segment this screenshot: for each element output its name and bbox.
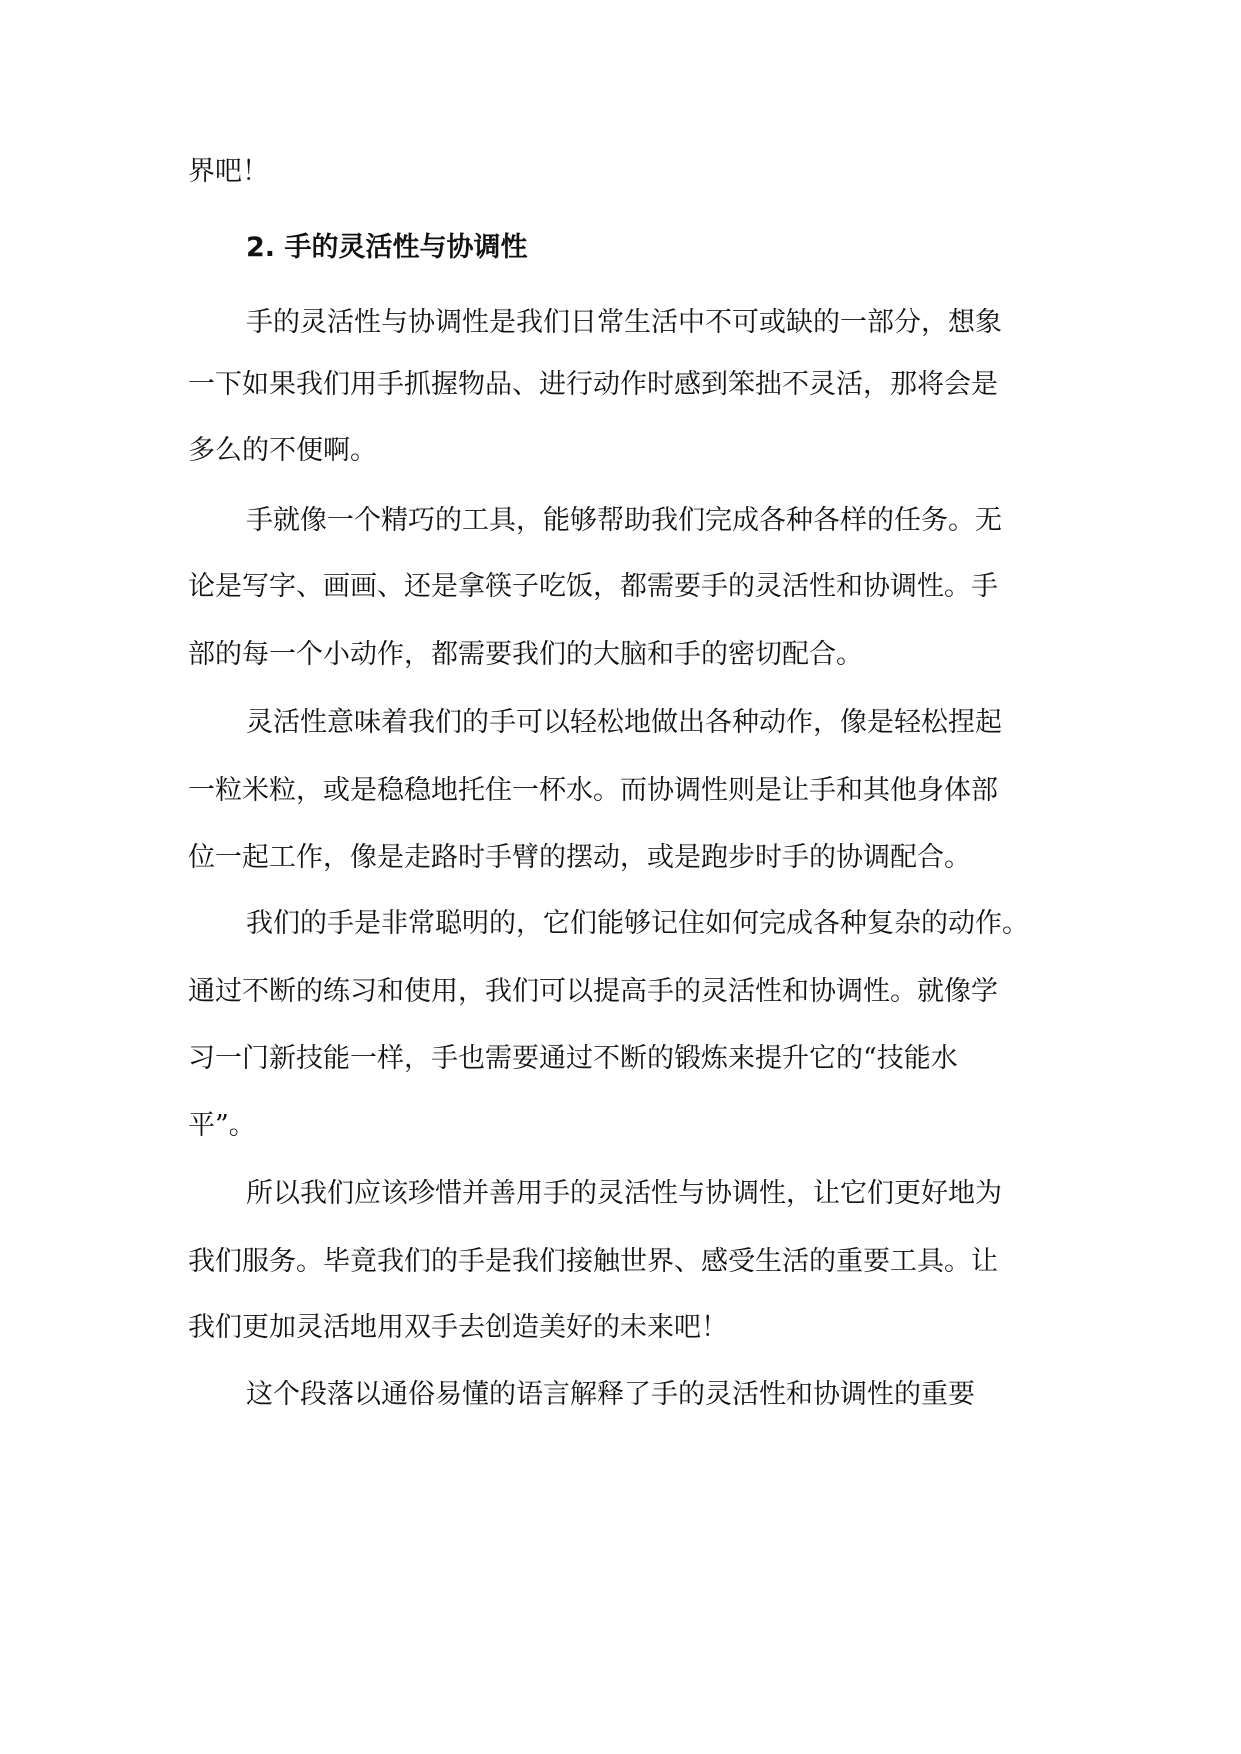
paragraph-line: 手就像一个精巧的工具，能够帮助我们完成各种各样的任务。无 [246, 505, 1002, 536]
paragraph-line: 通过不断的练习和使用，我们可以提高手的灵活性和协调性。就像学 [188, 976, 998, 1007]
paragraph-line: 我们的手是非常聪明的，它们能够记住如何完成各种复杂的动作。 [246, 908, 1029, 939]
section-heading: 2. 手的灵活性与协调性 [246, 232, 528, 263]
paragraph-line: 所以我们应该珍惜并善用手的灵活性与协调性，让它们更好地为 [246, 1178, 1002, 1209]
paragraph-line: 这个段落以通俗易懂的语言解释了手的灵活性和协调性的重要 [246, 1379, 975, 1410]
paragraph-line: 论是写字、画画、还是拿筷子吃饭，都需要手的灵活性和协调性。手 [188, 571, 998, 602]
paragraph-line: 一下如果我们用手抓握物品、进行动作时感到笨拙不灵活，那将会是 [188, 369, 998, 400]
paragraph-line: 手的灵活性与协调性是我们日常生活中不可或缺的一部分，想象 [246, 307, 1002, 338]
paragraph-line: 部的每一个小动作，都需要我们的大脑和手的密切配合。 [188, 639, 863, 670]
paragraph-line: 我们更加灵活地用双手去创造美好的未来吧！ [188, 1312, 728, 1343]
paragraph-line: 位一起工作，像是走路时手臂的摆动，或是跑步时手的协调配合。 [188, 842, 971, 873]
continuation-line: 界吧！ [188, 156, 269, 187]
paragraph-line: 我们服务。毕竟我们的手是我们接触世界、感受生活的重要工具。让 [188, 1246, 998, 1277]
paragraph-line: 多么的不便啊。 [188, 435, 377, 466]
paragraph-line: 灵活性意味着我们的手可以轻松地做出各种动作，像是轻松捏起 [246, 707, 1002, 738]
paragraph-line: 习一门新技能一样，手也需要通过不断的锻炼来提升它的“技能水 [188, 1043, 958, 1074]
paragraph-line: 平”。 [188, 1110, 256, 1141]
paragraph-line: 一粒米粒，或是稳稳地托住一杯水。而协调性则是让手和其他身体部 [188, 775, 998, 806]
